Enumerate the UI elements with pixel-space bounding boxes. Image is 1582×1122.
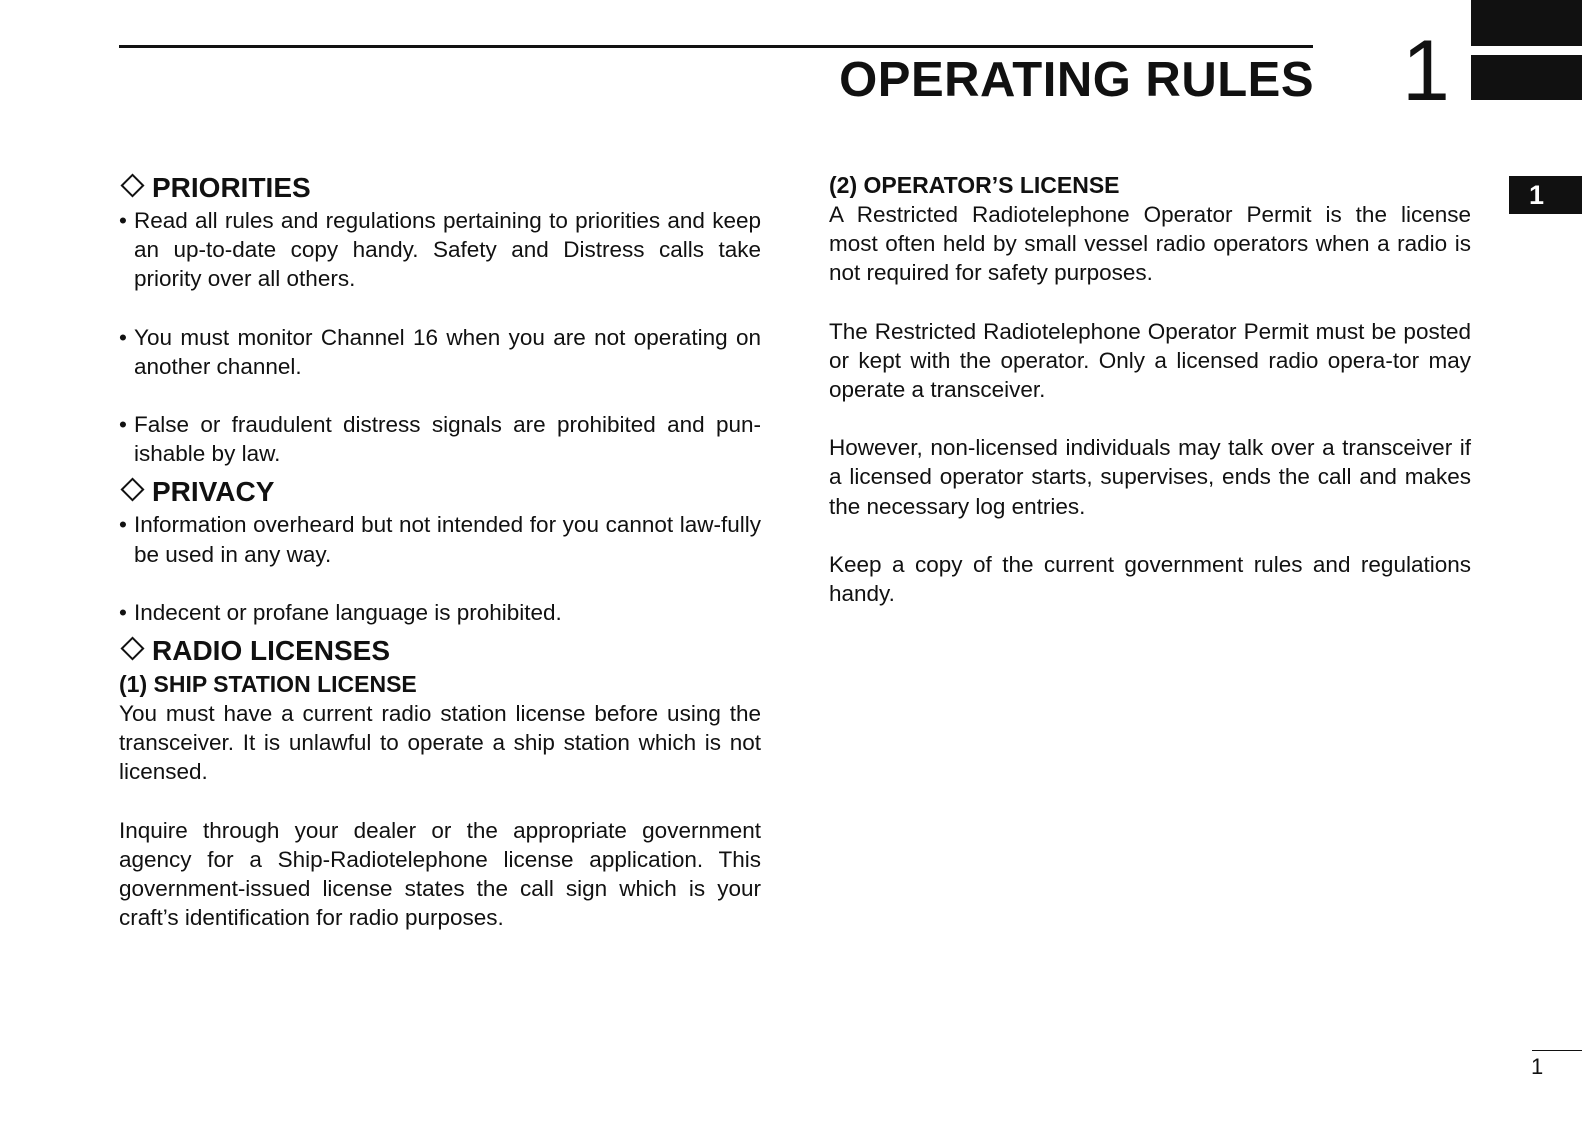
diamond-outline-icon: [120, 637, 144, 661]
bullet-dot: •: [119, 208, 127, 233]
list-item-text: You must monitor Channel 16 when you are not operating on another channel.: [134, 324, 761, 379]
section-heading-label: PRIORITIES: [152, 172, 311, 203]
page-number: 1: [1531, 1054, 1544, 1079]
subheading-ship-station-license: (1) SHIP STATION LICENSE: [119, 671, 417, 698]
bullet-dot: •: [119, 512, 127, 538]
bullet-dot: •: [119, 324, 127, 350]
paragraph: However, non-licensed individuals may talk over a transceiver if a licensed operator starts, supervises, ends the call and makes the necessary log entries.: [829, 435, 1471, 519]
bullet-dot: •: [119, 412, 127, 438]
list-item: [119, 323, 761, 381]
paragraph: Keep a copy of the current government rules and regulations handy.: [829, 551, 1471, 607]
section-heading-priorities: [119, 170, 761, 206]
list-item-text: Indecent or profane language is prohibited.: [134, 599, 562, 625]
section-heading-privacy: [119, 474, 761, 510]
list-item: [119, 598, 761, 627]
paragraph: Inquire through your dealer or the appropriate government agency for a Ship-Radiotelephone license application. This government-issued license states the call sign which is your craft’s identification for radio purposes.: [119, 817, 761, 931]
page-title: OPERATING RULES: [839, 53, 1314, 107]
paragraph: You must have a current radio station license before using the transceiver. It is unlawful to operate a ship station which is not licensed.: [119, 701, 761, 785]
section-heading-radio-licenses: [119, 633, 761, 669]
right-column: [829, 170, 1471, 608]
list-item-text: False or fraudulent distress signals are prohibited and pun-ishable by law.: [134, 412, 761, 467]
chapter-tab-bar-top: [1471, 0, 1582, 46]
list-item: [119, 410, 761, 468]
header-rule: [119, 45, 1313, 48]
diamond-outline-icon: [120, 478, 144, 502]
section-side-tab[interactable]: 1: [1509, 176, 1582, 214]
diamond-outline-icon: [120, 173, 144, 197]
list-item-text: Information overheard but not intended for you cannot law-fully be used in any way.: [134, 512, 761, 567]
footer-rule: [1532, 1050, 1582, 1051]
list-item: [119, 206, 761, 294]
bullet-dot: •: [119, 599, 127, 625]
section-heading-label: PRIVACY: [152, 476, 275, 508]
subheading-operators-license: (2) OPERATOR’S LICENSE: [829, 172, 1120, 198]
left-column: [119, 170, 761, 932]
paragraph: A Restricted Radiotelephone Operator Permit is the license most often held by small vessel radio operators when a radio is not required for safety purposes.: [829, 202, 1471, 286]
list-item: [119, 510, 761, 568]
chapter-number: 1: [1402, 23, 1450, 119]
section-heading-label: RADIO LICENSES: [152, 635, 391, 667]
chapter-tab-bar-bottom: [1471, 55, 1582, 100]
list-item-text: Read all rules and regulations pertaining to priorities and keep an up-to-date copy handy. Safety and Distress calls take priority over all others.: [134, 208, 761, 292]
paragraph: The Restricted Radiotelephone Operator Permit must be posted or kept with the operator. Only a licensed radio opera-tor may operate a transceiver.: [829, 318, 1471, 403]
